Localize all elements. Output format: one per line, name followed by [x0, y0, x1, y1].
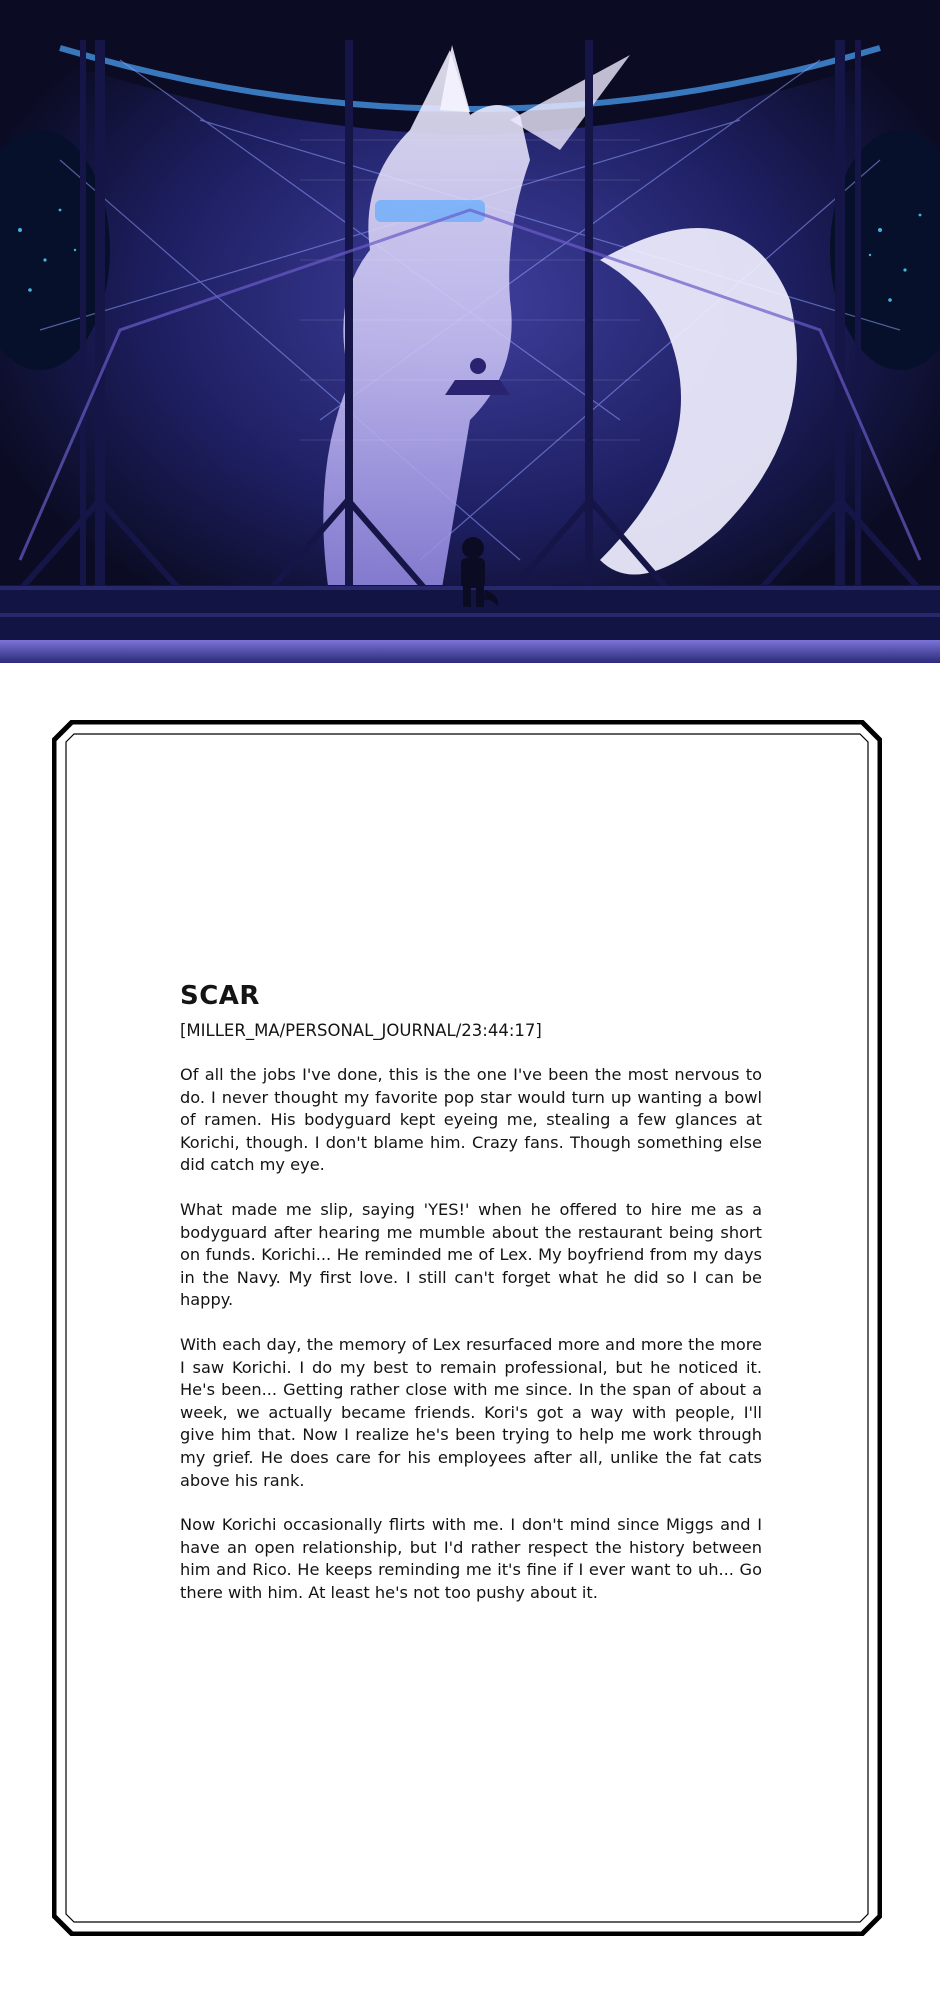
hero-artwork: [0, 0, 940, 663]
journal-paragraph: Now Korichi occasionally flirts with me. I don't mind since Miggs and I have an open relationship, but I'd rather respect the history between him and Rico. He keeps reminding me it's fine if I ever want to uh... Go there with him. At least he's not too pushy about it.: [180, 1515, 762, 1602]
journal-log-id: [MILLER_MA/PERSONAL_JOURNAL/23:44:17]: [180, 1021, 542, 1040]
journal-paragraph: What made me slip, saying 'YES!' when he offered to hire me as a bodyguard after hearing me mumble about the restaurant being short on funds. Korichi... He reminded me of Lex. My boyfriend from my days in the Navy. My first love. I still can't forget what he did so I can be happy.: [180, 1199, 762, 1310]
journal-title: SCAR: [180, 981, 260, 1011]
hologram-scene-illustration: [0, 0, 940, 663]
journal-paragraph: Of all the jobs I've done, this is the one I've been the most nervous to do. I never thought my favorite pop star would turn up wanting a bowl of ramen. His bodyguard kept eyeing me, stealing a few glances at Korichi, though. I don't blame him. Crazy fans. Though something else did catch my eye.: [180, 1065, 762, 1175]
journal-paragraph: With each day, the memory of Lex resurfaced more and more the more I saw Korichi. I do my best to remain professional, but he noticed it. He's been... Getting rather close with me since. In the span of about a week, we actually became friends. Kori's got a way with people, I'll give him that. Now I realize he's been trying to help me work through my grief. He does care for his employees after all, unlike the fat cats above his rank.: [180, 1334, 762, 1490]
journal-entry: [180, 980, 762, 1626]
